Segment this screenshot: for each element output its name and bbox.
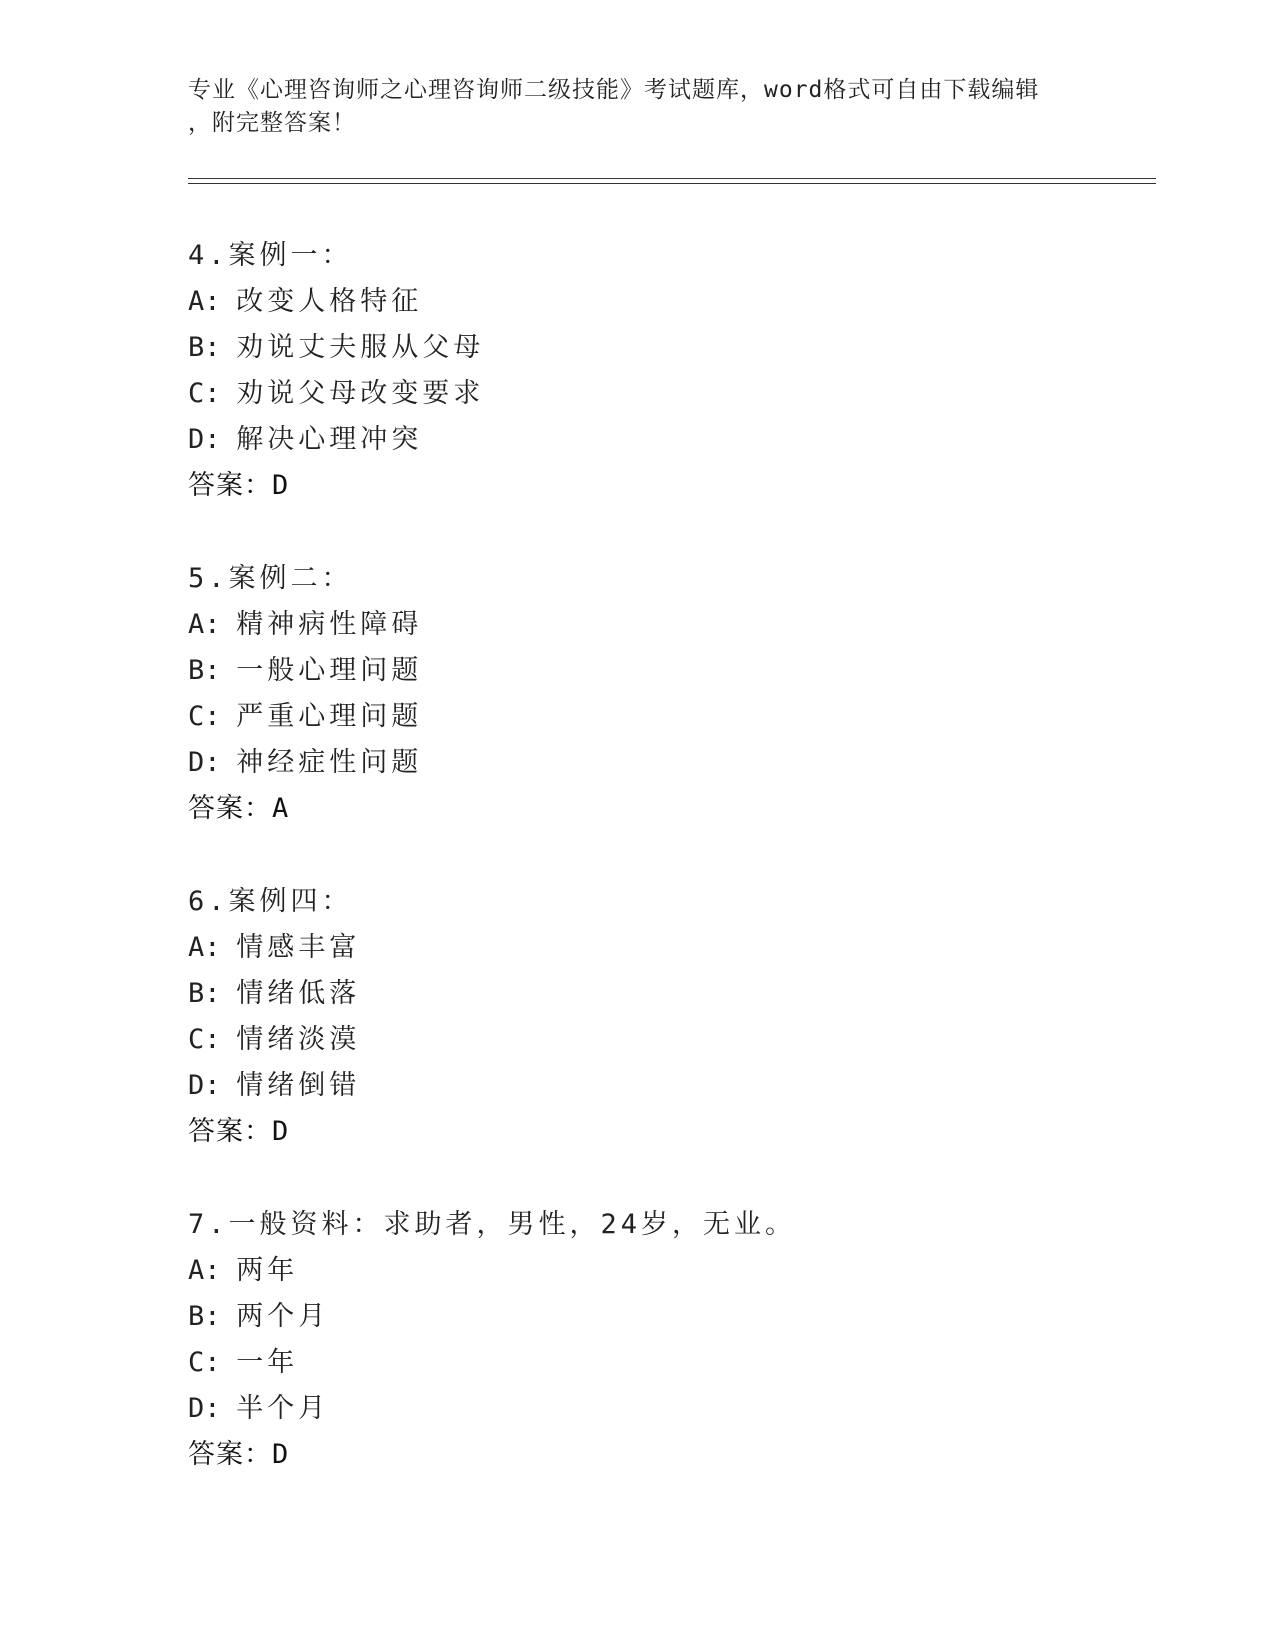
question-text: 6.案例四： bbox=[188, 886, 353, 917]
question-text: 4.案例一： bbox=[188, 240, 353, 271]
option-text: 两年 bbox=[236, 1255, 299, 1286]
answer-label: 答案： bbox=[188, 1439, 272, 1470]
option-text: 一年 bbox=[236, 1347, 299, 1378]
header-line-2: ，附完整答案！ bbox=[188, 110, 356, 136]
option-text: 情绪淡漠 bbox=[236, 1024, 361, 1055]
option-letter: A bbox=[188, 609, 205, 640]
option-b: B: 两个月 bbox=[188, 1301, 330, 1332]
option-letter: D bbox=[188, 1070, 205, 1101]
option-letter: C bbox=[188, 378, 205, 409]
option-text: 神经症性问题 bbox=[236, 747, 423, 778]
option-text: 半个月 bbox=[236, 1393, 330, 1424]
option-letter: A bbox=[188, 1255, 205, 1286]
question-7 bbox=[188, 1202, 1148, 1478]
option-text: 情绪倒错 bbox=[236, 1070, 361, 1101]
option-letter: D bbox=[188, 747, 205, 778]
header-divider-bottom bbox=[188, 183, 1156, 184]
option-text: 精神病性障碍 bbox=[236, 609, 423, 640]
option-d: D: 情绪倒错 bbox=[188, 1070, 361, 1101]
option-letter: B bbox=[188, 655, 205, 686]
option-a: A: 改变人格特征 bbox=[188, 286, 423, 317]
option-letter: D bbox=[188, 424, 205, 455]
option-d: D: 解决心理冲突 bbox=[188, 424, 423, 455]
answer-label: 答案： bbox=[188, 1116, 272, 1147]
option-letter: C bbox=[188, 1024, 205, 1055]
option-text: 严重心理问题 bbox=[236, 701, 423, 732]
option-letter: B bbox=[188, 332, 205, 363]
answer-value: D bbox=[272, 470, 290, 501]
option-text: 改变人格特征 bbox=[236, 286, 423, 317]
option-text: 两个月 bbox=[236, 1301, 330, 1332]
option-c: C: 严重心理问题 bbox=[188, 701, 423, 732]
option-d: D: 神经症性问题 bbox=[188, 747, 423, 778]
question-text: 5.案例二： bbox=[188, 563, 353, 594]
option-letter: D bbox=[188, 1393, 205, 1424]
option-a: A: 两年 bbox=[188, 1255, 299, 1286]
option-letter: C bbox=[188, 1347, 205, 1378]
answer-line bbox=[188, 1109, 1148, 1155]
option-a: A: 精神病性障碍 bbox=[188, 609, 423, 640]
option-letter: B bbox=[188, 1301, 205, 1332]
option-text: 解决心理冲突 bbox=[236, 424, 423, 455]
answer-line bbox=[188, 786, 1148, 832]
question-4 bbox=[188, 233, 1148, 509]
question-list bbox=[188, 233, 1148, 1525]
question-5 bbox=[188, 556, 1148, 832]
header-divider-top bbox=[188, 178, 1156, 179]
answer-line bbox=[188, 463, 1148, 509]
option-text: 情感丰富 bbox=[236, 932, 361, 963]
answer-value: A bbox=[272, 793, 290, 824]
document-header bbox=[188, 74, 1088, 140]
option-text: 情绪低落 bbox=[236, 978, 361, 1009]
header-line-1: 专业《心理咨询师之心理咨询师二级技能》考试题库，word格式可自由下载编辑 bbox=[188, 77, 1040, 103]
option-b: B: 劝说丈夫服从父母 bbox=[188, 332, 485, 363]
answer-label: 答案： bbox=[188, 793, 272, 824]
option-letter: B bbox=[188, 978, 205, 1009]
option-b: B: 一般心理问题 bbox=[188, 655, 423, 686]
option-text: 一般心理问题 bbox=[236, 655, 423, 686]
question-text: 7.一般资料：求助者，男性，24岁，无业。 bbox=[188, 1209, 797, 1240]
option-text: 劝说丈夫服从父母 bbox=[236, 332, 485, 363]
option-c: C: 劝说父母改变要求 bbox=[188, 378, 485, 409]
answer-value: D bbox=[272, 1116, 290, 1147]
option-letter: C bbox=[188, 701, 205, 732]
option-letter: A bbox=[188, 932, 205, 963]
option-a: A: 情感丰富 bbox=[188, 932, 361, 963]
option-text: 劝说父母改变要求 bbox=[236, 378, 485, 409]
option-letter: A bbox=[188, 286, 205, 317]
answer-label: 答案： bbox=[188, 470, 272, 501]
option-c: C: 情绪淡漠 bbox=[188, 1024, 361, 1055]
question-6 bbox=[188, 879, 1148, 1155]
answer-line bbox=[188, 1432, 1148, 1478]
option-c: C: 一年 bbox=[188, 1347, 299, 1378]
option-b: B: 情绪低落 bbox=[188, 978, 361, 1009]
option-d: D: 半个月 bbox=[188, 1393, 330, 1424]
answer-value: D bbox=[272, 1439, 290, 1470]
